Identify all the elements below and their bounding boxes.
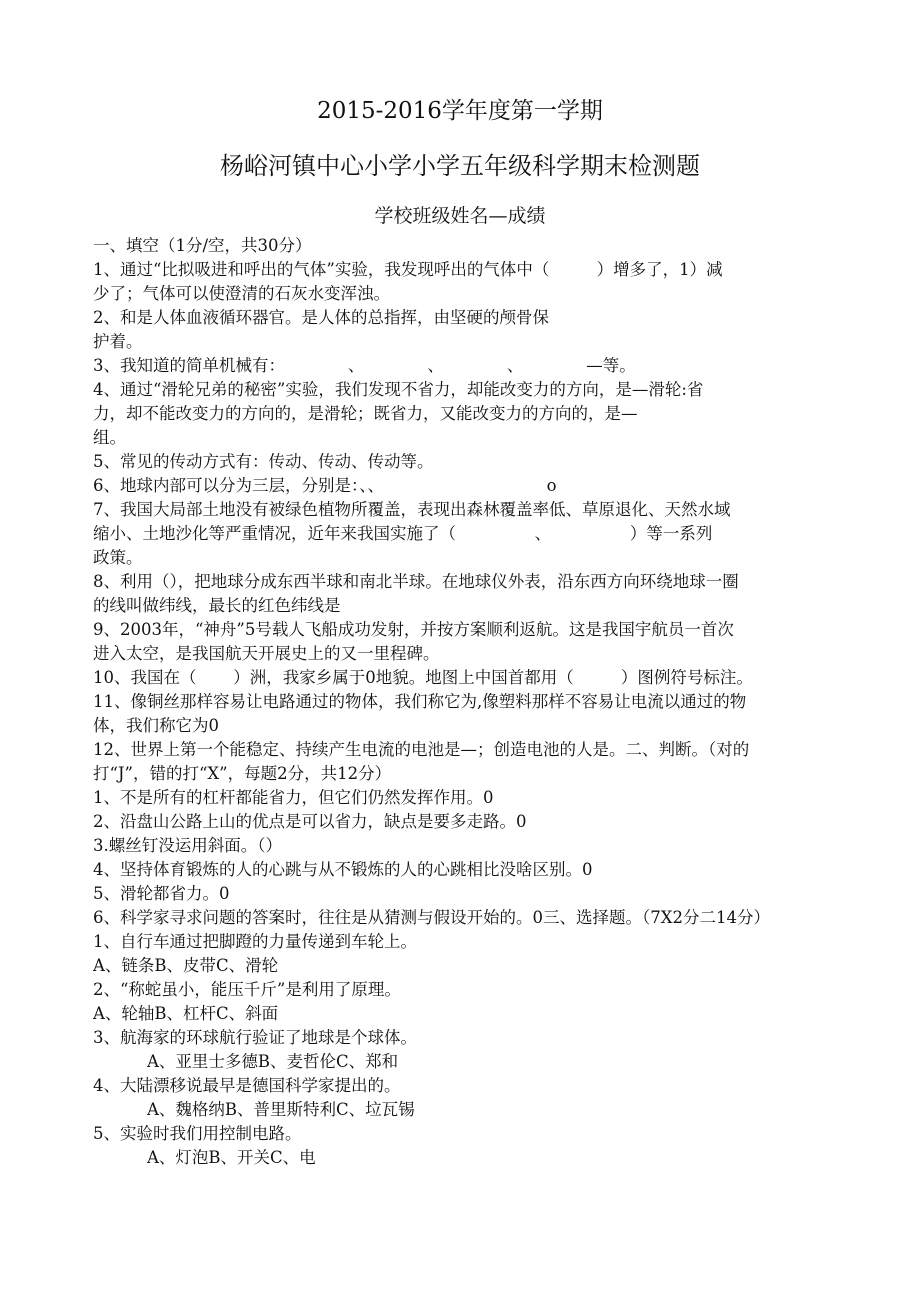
question-line: 3、航海家的环球航行验证了地球是个球体。 bbox=[93, 1028, 417, 1047]
question-line: 2、“称蛇虽小，能压千斤”是利用了原理。 bbox=[93, 980, 401, 999]
question-line: 体，我们称它为0 bbox=[93, 716, 219, 735]
question-line: 4、通过“滑轮兄弟的秘密”实验，我们发现不省力，却能改变力的方向，是—滑轮:省 bbox=[93, 380, 704, 399]
question-line: 5、滑轮都省力。0 bbox=[93, 884, 230, 903]
question-line: 3、我知道的简单机械有： 、 、 、 —等。 bbox=[93, 356, 636, 375]
question-line: 2、沿盘山公路上山的优点是可以省力，缺点是要多走路。0 bbox=[93, 812, 527, 831]
question-line: 1、不是所有的杠杆都能省力，但它们仍然发挥作用。0 bbox=[93, 788, 494, 807]
question-line: 10、我国在（ ）洲，我家乡属于0地貌。地图上中国首都用（ ）图例符号标注。 bbox=[93, 668, 753, 687]
question-line: 进入太空，是我国航天开展史上的又一里程碑。 bbox=[93, 644, 440, 663]
answer-options: A、轮轴B、杠杆C、斜面 bbox=[93, 1004, 279, 1023]
question-line: 2、和是人体血液循环器官。是人体的总指挥，由坚硬的颅骨保 bbox=[93, 308, 549, 327]
student-info-line: 学校班级姓名—成绩 bbox=[374, 205, 546, 227]
question-line: 打“J”，错的打“X”，每题2分，共12分） bbox=[93, 764, 392, 783]
question-line: 7、我国大局部土地没有被绿色植物所覆盖，表现出森林覆盖率低、草原退化、天然水域 bbox=[93, 500, 731, 519]
question-line: 6、科学家寻求问题的答案时，往往是从猜测与假设开始的。0三、选择题。（7X2分二14分） bbox=[93, 908, 770, 927]
answer-options: A、魏格纳B、普里斯特利C、垃瓦锡 bbox=[147, 1100, 415, 1119]
exam-body bbox=[93, 234, 833, 1170]
answer-options: A、亚里士多德B、麦哲伦C、郑和 bbox=[147, 1052, 399, 1071]
question-line: 8、利用（），把地球分成东西半球和南北半球。在地球仪外表，沿东西方向环绕地球一圈 bbox=[93, 572, 739, 591]
question-line: 的线叫做纬线，最长的红色纬线是 bbox=[93, 596, 341, 615]
question-line: 4、坚持体育锻炼的人的心跳与从不锻炼的人的心跳相比没啥区别。0 bbox=[93, 860, 593, 879]
exam-title: 杨峪河镇中心小学小学五年级科学期末检测题 bbox=[220, 152, 700, 180]
question-line: 1、自行车通过把脚蹬的力量传递到车轮上。 bbox=[93, 932, 417, 951]
answer-options: A、灯泡B、开关C、电 bbox=[147, 1148, 316, 1167]
question-line: 组。 bbox=[93, 428, 126, 447]
question-line: 力，却不能改变力的方向的，是滑轮；既省力，又能改变力的方向的，是— bbox=[93, 404, 638, 423]
question-line: 1、通过“比拟吸进和呼出的气体”实验，我发现呼出的气体中（ ）增多了，1）减 bbox=[93, 260, 723, 279]
section-fill-blank-heading: 一、填空（1分/空，共30分） bbox=[93, 236, 312, 255]
question-line: 9、2003年，“神舟”5号载人飞船成功发射，并按方案顺利返航。这是我国宇航员一首次 bbox=[93, 620, 734, 639]
question-line: 缩小、土地沙化等严重情况，近年来我国实施了（ 、 ）等一系列 bbox=[93, 524, 713, 543]
question-line: 5、常见的传动方式有：传动、传动、传动等。 bbox=[93, 452, 434, 471]
question-line: 3.螺丝钉没运用斜面。（） bbox=[93, 836, 282, 855]
question-line: 11、像铜丝那样容易让电路通过的物体，我们称它为,像塑料那样不容易让电流以通过的物 bbox=[93, 692, 747, 711]
question-line: 5、实验时我们用控制电路。 bbox=[93, 1124, 302, 1143]
question-line: 4、大陆漂移说最早是德国科学家提出的。 bbox=[93, 1076, 401, 1095]
answer-options: A、链条B、皮带C、滑轮 bbox=[93, 956, 279, 975]
year-title: 2015-2016学年度第一学期 bbox=[317, 98, 603, 124]
question-line: 6、地球内部可以分为三层，分别是：、、 o bbox=[93, 476, 557, 495]
question-line: 政策。 bbox=[93, 548, 143, 567]
question-line: 护着。 bbox=[93, 332, 143, 351]
question-line: 少了；气体可以使澄清的石灰水变浑浊。 bbox=[93, 284, 390, 303]
question-line: 12、世界上第一个能稳定、持续产生电流的电池是—；创造电池的人是。二、判断。（对的 bbox=[93, 740, 750, 759]
